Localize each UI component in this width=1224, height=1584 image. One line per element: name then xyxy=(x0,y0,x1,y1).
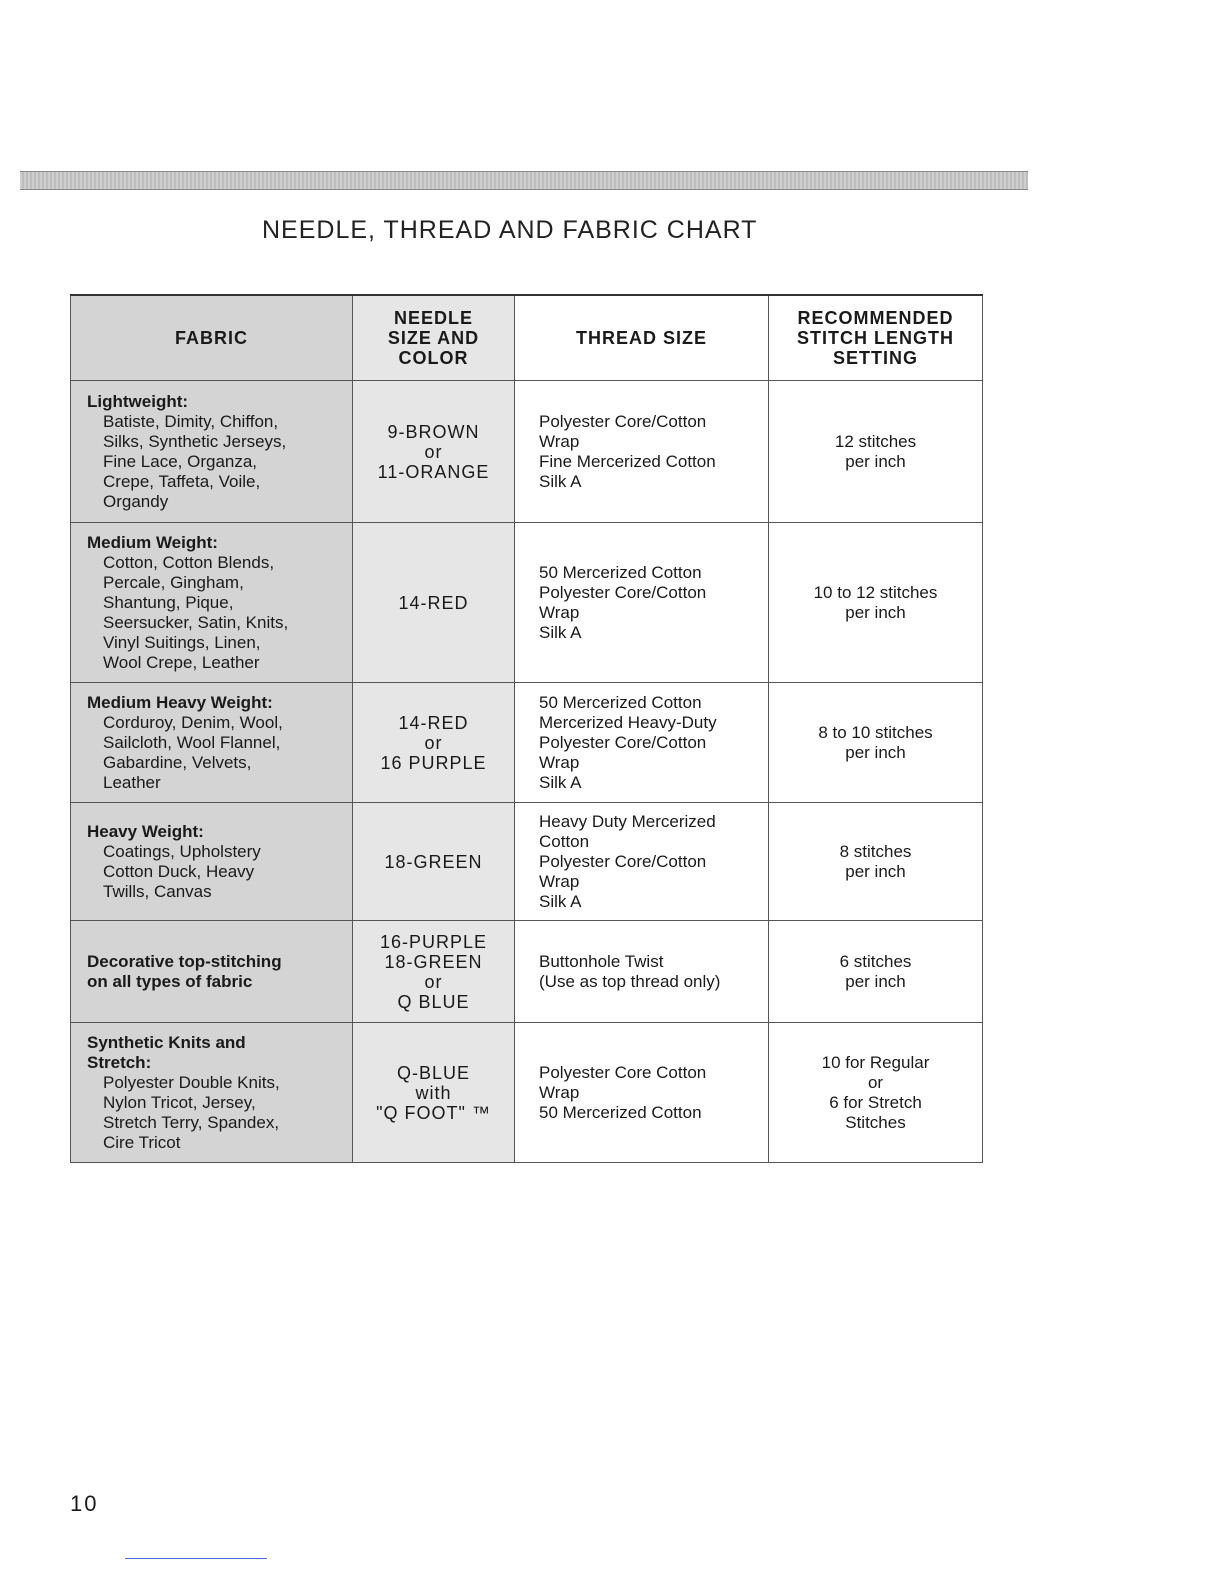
needle-cell: 14-RED or 16 PURPLE xyxy=(353,683,515,803)
fabric-cell: Lightweight: Batiste, Dimity, Chiffon, Silks, Synthetic Jerseys, Fine Lace, Organza, Crepe, Taffeta, Voile, Organdy xyxy=(71,381,353,523)
bottom-rule xyxy=(125,1558,267,1559)
stitch-cell: 6 stitches per inch xyxy=(769,921,983,1023)
header-stitch: RECOMMENDED STITCH LENGTH SETTING xyxy=(769,295,983,381)
page-title: NEEDLE, THREAD AND FABRIC CHART xyxy=(262,216,758,244)
stitch-cell: 10 to 12 stitches per inch xyxy=(769,523,983,683)
thread-cell: 50 Mercerized Cotton Mercerized Heavy-Duty Polyester Core/Cotton Wrap Silk A xyxy=(515,683,769,803)
fabric-cell: Medium Heavy Weight: Corduroy, Denim, Wool, Sailcloth, Wool Flannel, Gabardine, Velvets, Leather xyxy=(71,683,353,803)
needle-cell: 14-RED xyxy=(353,523,515,683)
thread-cell: Heavy Duty Mercerized Cotton Polyester Core/Cotton Wrap Silk A xyxy=(515,803,769,921)
table-row xyxy=(71,683,983,803)
needle-cell: Q-BLUE with "Q FOOT" ™ xyxy=(353,1023,515,1163)
needle-cell: 9-BROWN or 11-ORANGE xyxy=(353,381,515,523)
thread-cell: Polyester Core/Cotton Wrap Fine Mercerized Cotton Silk A xyxy=(515,381,769,523)
fabric-cell: Decorative top-stitching on all types of fabric xyxy=(71,921,353,1023)
fabric-cell: Medium Weight: Cotton, Cotton Blends, Percale, Gingham, Shantung, Pique, Seersucker, Satin, Knits, Vinyl Suitings, Linen, Wool Crepe, Leather xyxy=(71,523,353,683)
needle-cell: 18-GREEN xyxy=(353,803,515,921)
thread-cell: Buttonhole Twist (Use as top thread only) xyxy=(515,921,769,1023)
page-number: 10 xyxy=(70,1491,99,1516)
table-row xyxy=(71,803,983,921)
table-row xyxy=(71,921,983,1023)
needle-thread-fabric-table xyxy=(70,294,983,1163)
header-thread: THREAD SIZE xyxy=(515,295,769,381)
fabric-cell: Heavy Weight: Coatings, Upholstery Cotton Duck, Heavy Twills, Canvas xyxy=(71,803,353,921)
stitch-cell: 8 to 10 stitches per inch xyxy=(769,683,983,803)
top-shaded-band xyxy=(20,171,1028,190)
stitch-cell: 10 for Regular or 6 for Stretch Stitches xyxy=(769,1023,983,1163)
header-fabric: FABRIC xyxy=(71,295,353,381)
stitch-cell: 12 stitches per inch xyxy=(769,381,983,523)
fabric-cell: Synthetic Knits and Stretch: Polyester Double Knits, Nylon Tricot, Jersey, Stretch Terry, Spandex, Cire Tricot xyxy=(71,1023,353,1163)
table-row xyxy=(71,381,983,523)
stitch-cell: 8 stitches per inch xyxy=(769,803,983,921)
thread-cell: Polyester Core Cotton Wrap 50 Mercerized Cotton xyxy=(515,1023,769,1163)
needle-cell: 16-PURPLE 18-GREEN or Q BLUE xyxy=(353,921,515,1023)
table-header-row xyxy=(71,295,983,381)
table-row xyxy=(71,523,983,683)
thread-cell: 50 Mercerized Cotton Polyester Core/Cotton Wrap Silk A xyxy=(515,523,769,683)
table-row xyxy=(71,1023,983,1163)
header-needle: NEEDLE SIZE AND COLOR xyxy=(353,295,515,381)
